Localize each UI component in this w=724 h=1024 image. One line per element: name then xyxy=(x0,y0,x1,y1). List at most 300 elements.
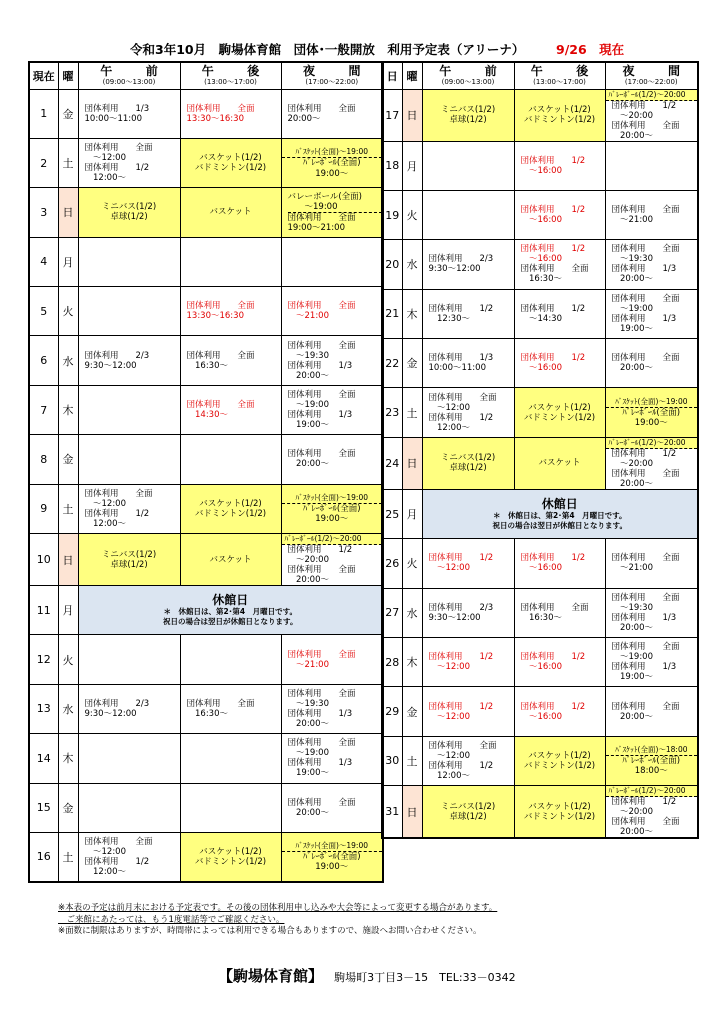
weekday: 月 xyxy=(402,141,422,190)
slot-line: 団体利用 1/2 xyxy=(84,508,150,519)
am-slot-cell xyxy=(422,736,514,785)
slot-line: バドミントン(1/2) xyxy=(194,163,267,174)
slot-line: 卓球(1/2) xyxy=(449,115,487,125)
slot-line: 団体利用 1/2 xyxy=(520,303,586,314)
night-slot-cell xyxy=(281,635,383,684)
slot-line: 団体利用 1/2 xyxy=(520,244,586,255)
slot-line: ～19:30 xyxy=(611,254,653,265)
slot-line: ～12:00 xyxy=(84,498,126,509)
slot-line: 団体利用 全面 xyxy=(611,553,680,564)
weekday: 月 xyxy=(402,489,422,538)
slot-line: 20:00～ xyxy=(287,113,321,124)
slot-group xyxy=(606,756,698,777)
day-number: 31 xyxy=(382,786,402,839)
day-number: 19 xyxy=(382,190,402,239)
slot-line: 団体利用 全面 xyxy=(287,565,356,576)
schedule-row xyxy=(29,832,383,881)
day-number: 23 xyxy=(382,388,402,437)
slot-group xyxy=(282,504,383,525)
weekday: 日 xyxy=(402,437,422,489)
schedule-row xyxy=(29,783,383,832)
day-number: 15 xyxy=(29,783,58,832)
slot-line: ﾊﾞｽｹｯﾄ(全面)～19:00 xyxy=(282,841,383,852)
schedule-row xyxy=(29,534,383,586)
slot-line: ﾊﾞﾚｰﾎﾞｰﾙ(全面) xyxy=(302,158,361,169)
closed-note: 祝日の場合は翌日が休館日となります。 xyxy=(163,617,298,627)
slot-line: ～19:30 xyxy=(611,602,653,613)
weekday: 火 xyxy=(58,287,78,336)
slot-line: 20:00～ xyxy=(287,459,329,470)
schedule-row xyxy=(29,586,383,635)
header-am: 午 前 (09:00～13:00) xyxy=(422,62,514,89)
night-slot-cell xyxy=(281,484,383,533)
night-slot-cell xyxy=(281,832,383,881)
night-slot-cell xyxy=(281,435,383,484)
pm-slot-cell xyxy=(180,534,281,586)
weekday: 木 xyxy=(402,289,422,338)
slot-line: 団体利用 全面 xyxy=(611,120,680,131)
pm-slot-cell xyxy=(514,289,605,338)
am-slot-cell xyxy=(78,832,180,881)
pm-slot-cell xyxy=(180,336,281,385)
slot-line: 団体利用 全面 xyxy=(287,688,356,699)
am-slot-cell xyxy=(78,635,180,684)
slot-line: ～12:00 xyxy=(428,750,470,761)
closed-title: 休館日 xyxy=(541,497,578,512)
slot-line: 団体利用 全面 xyxy=(287,103,356,114)
slot-line: 20:00～ xyxy=(611,827,653,838)
pm-slot-cell xyxy=(180,635,281,684)
slot-line: 団体利用 全面 xyxy=(287,212,356,223)
am-slot-cell xyxy=(78,484,180,533)
header-pm: 午 後 (13:00～17:00) xyxy=(180,62,281,89)
schedule-row xyxy=(382,588,698,637)
weekday: 金 xyxy=(58,89,78,138)
slot-line: 団体利用 全面 xyxy=(186,698,255,709)
header-night: 夜 間 (17:00～22:00) xyxy=(605,62,698,89)
slot-group xyxy=(282,852,383,873)
slot-line: 20:00～ xyxy=(611,274,653,285)
slot-line: ﾊﾞｽｹｯﾄ(全面)～19:00 xyxy=(282,493,383,504)
day-number: 7 xyxy=(29,385,58,434)
slot-group xyxy=(606,408,698,429)
slot-line: 19:00～21:00 xyxy=(287,222,345,233)
as-of-date: 9/26 現在 xyxy=(556,42,625,57)
slot-line: 団体利用 全面 xyxy=(428,392,497,403)
night-slot-cell xyxy=(281,734,383,783)
schedule-row xyxy=(382,339,698,388)
closed-note: ＊ 休館日は、第2･第4 月曜日です。 xyxy=(492,511,627,521)
slot-line: バドミントン(1/2) xyxy=(194,508,267,519)
weekday: 土 xyxy=(58,138,78,187)
slot-line: 16:30～ xyxy=(520,612,562,623)
slot-line: 団体利用 全面 xyxy=(287,449,356,460)
schedule-row xyxy=(382,437,698,489)
slot-line: ﾊﾞｽｹｯﾄ(全面)～19:00 xyxy=(282,147,383,158)
slot-line: 12:00～ xyxy=(428,422,470,433)
night-slot-cell xyxy=(605,736,698,785)
slot-line: 19:00～ xyxy=(315,168,349,179)
pm-slot-cell xyxy=(514,388,605,437)
slot-line: ～19:00 xyxy=(611,303,653,314)
slot-line: 団体利用 2/3 xyxy=(84,698,150,709)
weekday: 水 xyxy=(402,240,422,289)
slot-line: ﾊﾞﾚｰﾎﾞｰﾙ(全面) xyxy=(302,503,361,514)
weekday: 水 xyxy=(58,684,78,733)
weekday: 火 xyxy=(58,635,78,684)
closed-title: 休館日 xyxy=(212,593,249,608)
day-number: 9 xyxy=(29,484,58,533)
slot-line: 団体利用 1/3 xyxy=(611,612,677,623)
header-am: 午 前 (09:00～13:00) xyxy=(78,62,180,89)
slot-line: 団体利用 全面 xyxy=(520,264,589,275)
slot-line: ﾊﾞｽｹｯﾄ(全面)～18:00 xyxy=(606,745,698,756)
slot-line: 団体利用 1/3 xyxy=(611,313,677,324)
weekday: 木 xyxy=(58,385,78,434)
slot-line: ～20:00 xyxy=(611,110,653,121)
am-slot-cell xyxy=(78,138,180,187)
slot-line: バスケット xyxy=(209,554,252,565)
slot-line: 10:00～11:00 xyxy=(84,113,142,124)
day-number: 2 xyxy=(29,138,58,187)
slot-line: 団体利用 全面 xyxy=(287,738,356,749)
am-slot-cell xyxy=(422,289,514,338)
night-slot-cell xyxy=(605,786,698,839)
night-slot-cell xyxy=(605,289,698,338)
pm-slot-cell xyxy=(180,783,281,832)
slot-line: 団体利用 2/3 xyxy=(84,350,150,361)
day-number: 13 xyxy=(29,684,58,733)
slot-line: ～12:00 xyxy=(428,402,470,413)
slot-line: 団体利用 1/3 xyxy=(428,353,494,364)
weekday: 日 xyxy=(402,89,422,141)
slot-line: 団体利用 全面 xyxy=(520,602,589,613)
weekday: 日 xyxy=(58,534,78,586)
note-3: ※面数に制限はありますが、時間帯によっては利用できる場合もありますので、施設へお問い合わせください。 xyxy=(58,926,482,936)
slot-line: ～12:00 xyxy=(428,711,470,722)
slot-line: ～16:00 xyxy=(520,662,562,673)
slot-line: 20:00～ xyxy=(287,718,329,729)
slot-line: 卓球(1/2) xyxy=(110,559,148,570)
day-number: 16 xyxy=(29,832,58,881)
slot-line: 団体利用 1/2 xyxy=(520,652,586,663)
weekday: 日 xyxy=(58,188,78,237)
slot-line: 団体利用 1/2 xyxy=(428,303,494,314)
facility-address: 駒場町3丁目3－15 TEL:33－0342 xyxy=(334,971,516,984)
schedule-row xyxy=(382,190,698,239)
slot-line: バドミントン(1/2) xyxy=(523,412,596,423)
slot-line: 団体利用 1/2 xyxy=(520,701,586,712)
am-slot-cell xyxy=(78,237,180,286)
am-slot-cell xyxy=(422,437,514,489)
slot-line: 12:00～ xyxy=(84,173,126,184)
slot-line: 団体利用 1/2 xyxy=(428,412,494,423)
footer xyxy=(218,965,516,986)
weekday: 火 xyxy=(402,190,422,239)
slot-line: 団体利用 全面 xyxy=(611,701,680,712)
am-slot-cell xyxy=(422,539,514,588)
schedule-row xyxy=(29,734,383,783)
slot-line: 16:30～ xyxy=(186,360,228,371)
slot-line: 20:00～ xyxy=(287,807,329,818)
slot-line: 9:30～12:00 xyxy=(84,708,137,719)
am-slot-cell xyxy=(78,534,180,586)
slot-line: バスケット(1/2) xyxy=(528,801,591,812)
night-slot-cell xyxy=(281,385,383,434)
slot-line: 団体利用 2/3 xyxy=(428,254,494,265)
slot-line: ～20:00 xyxy=(287,555,329,566)
pm-slot-cell xyxy=(514,638,605,687)
slot-line: バドミントン(1/2) xyxy=(523,811,596,822)
slot-line: 団体利用 1/2 xyxy=(84,856,150,867)
slot-line: 12:00～ xyxy=(428,770,470,781)
schedule-row xyxy=(382,240,698,289)
slot-line: 14:30～ xyxy=(186,410,228,421)
slot-line: 12:00～ xyxy=(84,866,126,877)
slot-line: 団体利用 1/2 xyxy=(428,701,494,712)
am-slot-cell xyxy=(78,287,180,336)
slot-line: 10:00～11:00 xyxy=(428,363,486,374)
slot-line: 12:30～ xyxy=(428,313,470,324)
slot-line: ～19:30 xyxy=(287,350,329,361)
day-number: 27 xyxy=(382,588,402,637)
slot-line: 団体利用 1/2 xyxy=(428,760,494,771)
slot-line: ミニバス(1/2) xyxy=(440,105,496,115)
weekday: 土 xyxy=(58,832,78,881)
night-slot-cell xyxy=(281,287,383,336)
night-slot-cell xyxy=(605,638,698,687)
slot-line: 13:30～16:30 xyxy=(186,113,244,124)
slot-line: 20:00～ xyxy=(611,363,653,374)
slot-line: 団体利用 全面 xyxy=(428,740,497,751)
night-slot-cell xyxy=(605,539,698,588)
slot-line: ﾊﾞｽｹｯﾄ(全面)～19:00 xyxy=(606,397,698,408)
slot-line: 団体利用 全面 xyxy=(611,468,680,479)
schedule-row xyxy=(382,89,698,141)
schedule-row xyxy=(29,336,383,385)
slot-line: ～12:00 xyxy=(428,563,470,574)
am-slot-cell xyxy=(422,240,514,289)
note-1: ※本表の予定は前月末における予定表です。その後の団体利用申し込みや大会等によって変更する場合があります。 xyxy=(58,903,498,913)
slot-line: 団体利用 全面 xyxy=(287,649,356,660)
slot-line: ﾊﾞﾚｰﾎﾞｰﾙ(全面) xyxy=(622,407,681,418)
night-slot-cell xyxy=(605,588,698,637)
slot-line: 卓球(1/2) xyxy=(449,811,487,822)
slot-line: 団体利用 全面 xyxy=(287,390,356,401)
am-slot-cell xyxy=(422,388,514,437)
slot-line: ミニバス(1/2) xyxy=(101,202,157,213)
pm-slot-cell xyxy=(180,435,281,484)
slot-line: 20:00～ xyxy=(611,711,653,722)
slot-line: 9:30～12:00 xyxy=(428,612,481,623)
slot-line: 19:00～ xyxy=(287,420,329,431)
pm-slot-cell xyxy=(180,684,281,733)
slot-line: 団体利用 全面 xyxy=(611,642,680,653)
weekday: 金 xyxy=(402,687,422,736)
am-slot-cell xyxy=(422,638,514,687)
am-slot-cell xyxy=(422,588,514,637)
slot-line: 団体利用 1/3 xyxy=(611,662,677,673)
slot-line: ミニバス(1/2) xyxy=(440,453,496,464)
slot-group xyxy=(282,158,383,179)
slot-line: ～16:00 xyxy=(520,563,562,574)
slot-line: 9:30～12:00 xyxy=(84,360,137,371)
weekday: 水 xyxy=(58,336,78,385)
weekday: 金 xyxy=(402,339,422,388)
am-slot-cell xyxy=(422,339,514,388)
header-pm: 午 後 (13:00～17:00) xyxy=(514,62,605,89)
slot-line: 団体利用 全面 xyxy=(84,143,153,154)
night-slot-cell xyxy=(605,240,698,289)
slot-line: ～19:00 xyxy=(287,400,329,411)
day-number: 30 xyxy=(382,736,402,785)
slot-line: 卓球(1/2) xyxy=(449,463,487,474)
slot-line: ～21:00 xyxy=(611,563,653,574)
night-slot-cell xyxy=(281,534,383,586)
slot-line: ～19:00 xyxy=(288,202,383,213)
slot-line: 団体利用 1/2 xyxy=(520,353,586,364)
slot-line: ﾊﾞﾚｰﾎﾞｰﾙ(全面) xyxy=(622,755,681,766)
am-slot-cell xyxy=(422,687,514,736)
am-slot-cell xyxy=(78,188,180,237)
slot-line: 20:00～ xyxy=(287,370,329,381)
slot-line: 16:30～ xyxy=(186,708,228,719)
slot-line: 12:00～ xyxy=(84,518,126,529)
closed-day-cell xyxy=(422,489,698,538)
slot-line: 団体利用 全面 xyxy=(611,205,680,216)
slot-line: ～20:00 xyxy=(611,807,653,818)
slot-line: 18:00～ xyxy=(634,766,668,777)
slot-line: 団体利用 1/2 xyxy=(520,155,586,166)
schedule-row xyxy=(29,484,383,533)
pm-slot-cell xyxy=(180,832,281,881)
slot-line: ～16:00 xyxy=(520,711,562,722)
day-number: 8 xyxy=(29,435,58,484)
slot-line: 団体利用 全面 xyxy=(287,301,356,312)
closed-note: ＊ 休館日は、第2･第4 月曜日です。 xyxy=(163,607,298,617)
slot-line: 団体利用 1/2 xyxy=(287,545,353,556)
schedule-row xyxy=(382,638,698,687)
weekday: 水 xyxy=(402,588,422,637)
slot-line: 16:30～ xyxy=(520,274,562,285)
day-number: 21 xyxy=(382,289,402,338)
slot-line: バスケット(1/2) xyxy=(199,498,262,509)
slot-line: ～20:00 xyxy=(611,458,653,469)
slot-line: 団体利用 全面 xyxy=(611,244,680,255)
slot-line: ﾊﾞﾚｰﾎﾞｰﾙ(1/2)～20:00 xyxy=(606,786,698,797)
schedule-row xyxy=(29,138,383,187)
slot-line: バレーボール(全面) xyxy=(287,191,362,202)
header-day: 日 xyxy=(382,62,402,89)
closed-day-cell xyxy=(78,586,383,635)
am-slot-cell xyxy=(422,786,514,839)
slot-line: 20:00～ xyxy=(611,130,653,141)
page-title xyxy=(0,40,724,58)
pm-slot-cell xyxy=(514,339,605,388)
slot-line: 団体利用 全面 xyxy=(84,488,153,499)
night-slot-cell xyxy=(281,188,383,237)
slot-line: 団体利用 1/3 xyxy=(287,758,353,769)
pm-slot-cell xyxy=(514,687,605,736)
am-slot-cell xyxy=(78,385,180,434)
slot-line: 19:00～ xyxy=(634,418,668,429)
slot-line: ﾊﾞﾚｰﾎﾞｰﾙ(1/2)～20:00 xyxy=(606,438,698,449)
slot-line: 19:00～ xyxy=(611,323,653,334)
slot-line: 団体利用 1/2 xyxy=(84,163,150,174)
schedule-row xyxy=(29,435,383,484)
slot-line: ミニバス(1/2) xyxy=(440,801,496,812)
schedule-row xyxy=(382,539,698,588)
day-number: 14 xyxy=(29,734,58,783)
slot-line: 団体利用 1/2 xyxy=(611,100,677,111)
header-night: 夜 間 (17:00～22:00) xyxy=(281,62,383,89)
slot-line: 団体利用 1/3 xyxy=(287,360,353,371)
day-number: 5 xyxy=(29,287,58,336)
weekday: 土 xyxy=(402,388,422,437)
schedule-row xyxy=(382,141,698,190)
slot-line: ～12:00 xyxy=(428,662,470,673)
slot-line: バスケット xyxy=(209,207,252,218)
day-number: 24 xyxy=(382,437,402,489)
slot-line: 20:00～ xyxy=(611,622,653,633)
slot-line: ～19:30 xyxy=(287,698,329,709)
pm-slot-cell xyxy=(180,89,281,138)
day-number: 22 xyxy=(382,339,402,388)
slot-line: 団体利用 1/2 xyxy=(611,448,677,459)
slot-line: 団体利用 1/2 xyxy=(520,553,586,564)
slot-line: 団体利用 1/2 xyxy=(611,797,677,808)
slot-line: 団体利用 1/2 xyxy=(428,652,494,663)
pm-slot-cell xyxy=(514,736,605,785)
day-number: 18 xyxy=(382,141,402,190)
slot-line: ～16:00 xyxy=(520,363,562,374)
slot-line: バドミントン(1/2) xyxy=(194,856,267,867)
header-day: 現在 xyxy=(29,62,58,89)
slot-line: 19:00～ xyxy=(315,514,349,525)
slot-line: 19:00～ xyxy=(287,768,329,779)
am-slot-cell xyxy=(78,684,180,733)
slot-line: 団体利用 全面 xyxy=(186,301,255,312)
day-number: 17 xyxy=(382,89,402,141)
slot-line: 団体利用 1/3 xyxy=(287,410,353,421)
schedule-row xyxy=(29,237,383,286)
pm-slot-cell xyxy=(514,240,605,289)
weekday: 木 xyxy=(58,734,78,783)
am-slot-cell xyxy=(78,783,180,832)
slot-line: ～12:00 xyxy=(84,846,126,857)
am-slot-cell xyxy=(78,734,180,783)
pm-slot-cell xyxy=(180,188,281,237)
pm-slot-cell xyxy=(514,539,605,588)
slot-line: 団体利用 全面 xyxy=(186,350,255,361)
slot-line: 20:00～ xyxy=(611,478,653,489)
slot-line: ～14:30 xyxy=(520,313,562,324)
slot-line: 卓球(1/2) xyxy=(110,212,148,223)
slot-line: ～16:00 xyxy=(520,215,562,226)
slot-line: 団体利用 全面 xyxy=(186,103,255,114)
schedule-row xyxy=(382,687,698,736)
slot-line: ﾊﾞﾚｰﾎﾞｰﾙ(1/2)～20:00 xyxy=(282,534,383,545)
slot-line: バスケット(1/2) xyxy=(528,750,591,761)
weekday: 日 xyxy=(402,786,422,839)
pm-slot-cell xyxy=(180,138,281,187)
pm-slot-cell xyxy=(514,190,605,239)
schedule-row xyxy=(382,786,698,839)
slot-line: 団体利用 1/3 xyxy=(84,103,150,114)
day-number: 11 xyxy=(29,586,58,635)
night-slot-cell xyxy=(281,237,383,286)
schedule-row xyxy=(29,385,383,434)
